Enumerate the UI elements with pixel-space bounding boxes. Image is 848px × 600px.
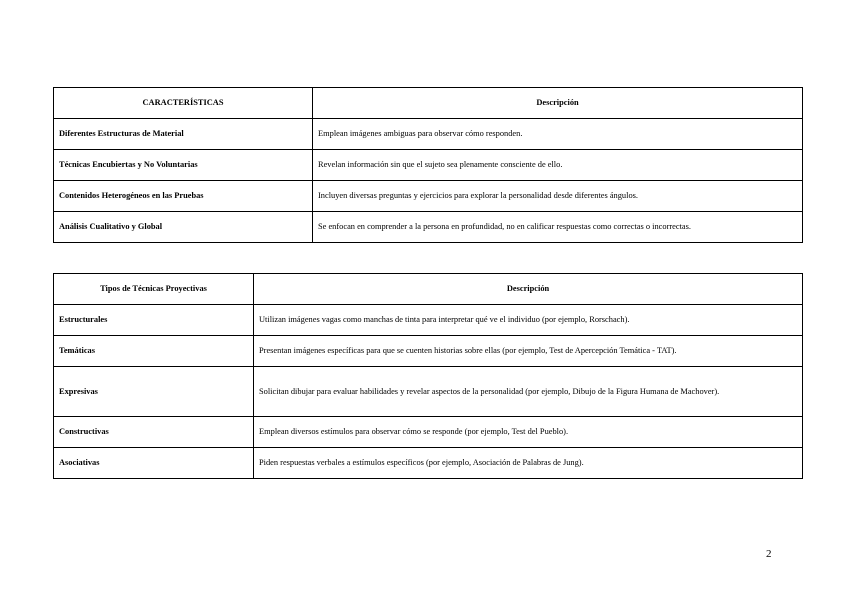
table-row <box>54 150 803 181</box>
table-header-row <box>54 274 803 305</box>
row-description: Emplean imágenes ambiguas para observar cómo responden. <box>313 119 803 150</box>
tecnicas-proyectivas-table <box>53 273 803 479</box>
table-row <box>54 119 803 150</box>
caracteristicas-table <box>53 87 803 243</box>
table-header-row <box>54 88 803 119</box>
table-row <box>54 305 803 336</box>
row-description: Se enfocan en comprender a la persona en profundidad, no en calificar respuestas como correctas o incorrectas. <box>313 212 803 243</box>
row-label: Técnicas Encubiertas y No Voluntarias <box>54 150 313 181</box>
row-label: Análisis Cualitativo y Global <box>54 212 313 243</box>
column-header-caracteristicas: CARACTERÍSTICAS <box>54 88 313 119</box>
table-row <box>54 336 803 367</box>
row-description: Presentan imágenes específicas para que se cuenten historias sobre ellas (por ejemplo, Test de Apercepción Temática - TAT). <box>254 336 803 367</box>
table-row <box>54 367 803 417</box>
table-row <box>54 448 803 479</box>
row-label: Diferentes Estructuras de Material <box>54 119 313 150</box>
table-row <box>54 181 803 212</box>
row-label: Estructurales <box>54 305 254 336</box>
row-description: Utilizan imágenes vagas como manchas de tinta para interpretar qué ve el individuo (por ejemplo, Rorschach). <box>254 305 803 336</box>
row-description: Emplean diversos estímulos para observar cómo se responde (por ejemplo, Test del Pueblo). <box>254 417 803 448</box>
row-description: Piden respuestas verbales a estímulos específicos (por ejemplo, Asociación de Palabras de Jung). <box>254 448 803 479</box>
row-label: Contenidos Heterogéneos en las Pruebas <box>54 181 313 212</box>
row-label: Temáticas <box>54 336 254 367</box>
row-description: Incluyen diversas preguntas y ejercicios para explorar la personalidad desde diferentes ángulos. <box>313 181 803 212</box>
row-description: Solicitan dibujar para evaluar habilidades y revelar aspectos de la personalidad (por ejemplo, Dibujo de la Figura Humana de Machover). <box>254 367 803 417</box>
column-header-descripcion: Descripción <box>313 88 803 119</box>
table-row <box>54 417 803 448</box>
table-row <box>54 212 803 243</box>
page-number: 2 <box>766 548 772 560</box>
row-label: Constructivas <box>54 417 254 448</box>
column-header-tipos: Tipos de Técnicas Proyectivas <box>54 274 254 305</box>
column-header-descripcion: Descripción <box>254 274 803 305</box>
row-label: Expresivas <box>54 367 254 417</box>
row-description: Revelan información sin que el sujeto sea plenamente consciente de ello. <box>313 150 803 181</box>
row-label: Asociativas <box>54 448 254 479</box>
